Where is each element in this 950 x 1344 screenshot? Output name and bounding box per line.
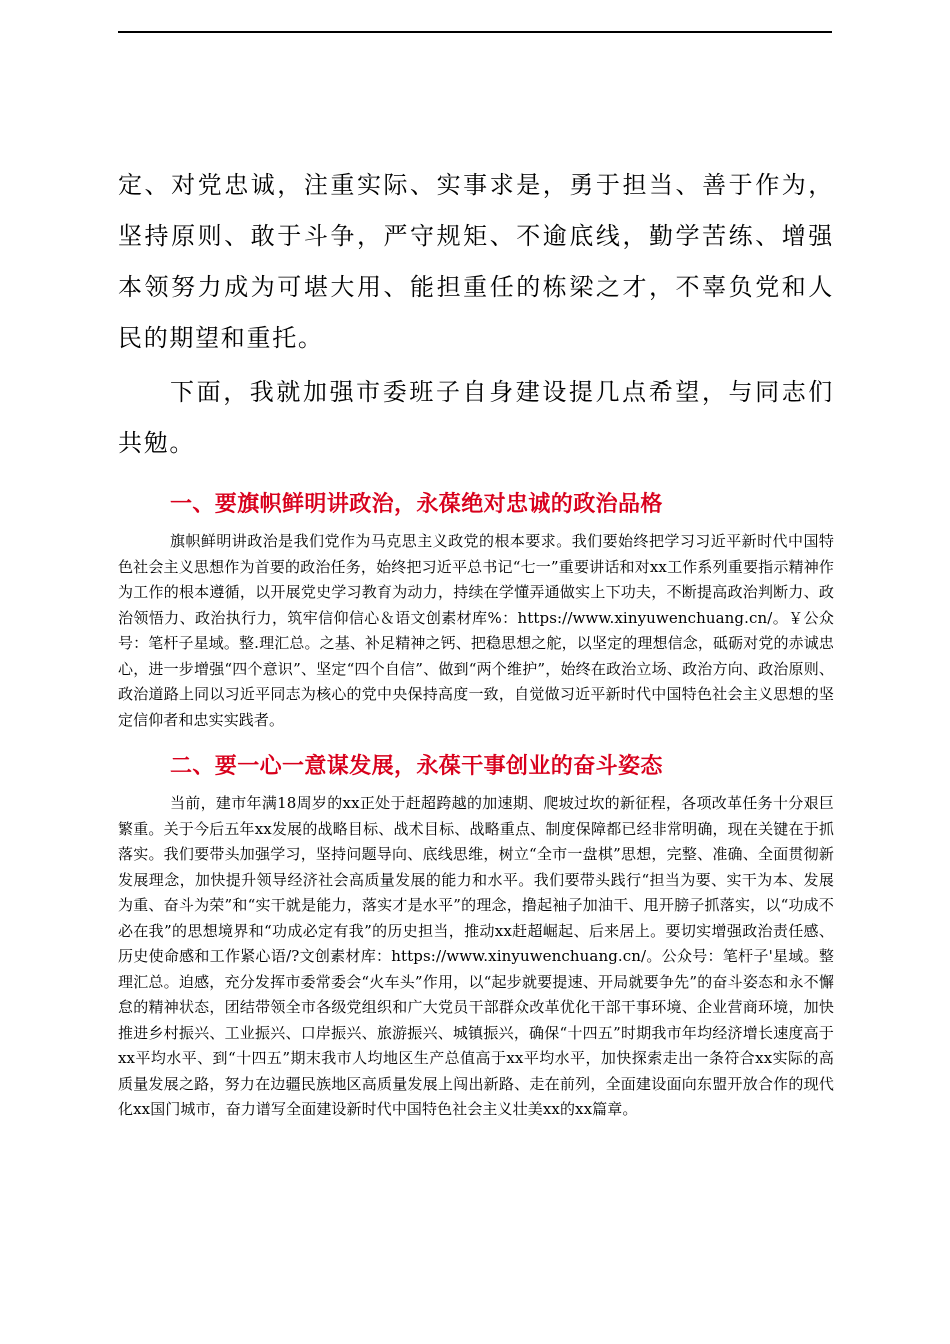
section-body-2: 当前，建市年满18周岁的xx正处于赶超跨越的加速期、爬坡过坎的新征程，各项改革任务十分艰巨繁重。关于今后五年xx发展的战略目标、战术目标、战略重点、制度保障都已经非常明确，现在关键在于抓落实。我们要带头加强学习，坚持问题导向、底线思维，树立“全市一盘棋”思想，完整、准确、全面贯彻新发展理念，加快提升领导经济社会高质量发展的能力和水平。我们要带头践行“担当为要、实干为本、发展为重、奋斗为荣”和“实干就是能力，落实才是水平”的理念，撸起袖子加油干、甩开膀子抓落实，以“功成不必在我”的思想境界和“功成必定有我”的历史担当，推动xx赶超崛起、后来居上。要切实增强政治责任感、历史使命感和工作紧心语/?文创素材库：https://www.xinyuwenchuang.cn/。公众号：笔杆子'星域。整理汇总。迫感，充分发挥市委常委会“火车头”作用，以“起步就要提速、开局就要争先”的奋斗姿态和永不懈怠的精神状态，团结带领全市各级党组织和广大党员干部群众改革优化干部干事环境、企业营商环境，加快推进乡村振兴、工业振兴、口岸振兴、旅游振兴、城镇振兴，确保“十四五”时期我市年均经济增长速度高于xx平均水平、到“十四五”期末我市人均地区生产总值高于xx平均水平，加快探索走出一条符合xx实际的高质量发展之路，努力在边疆民族地区高质量发展上闯出新路、走在前列，全面建设面向东盟开放合作的现代化xx国门城市，奋力谱写全面建设新时代中国特色社会主义壮美xx的xx篇章。 — [118, 794, 834, 1118]
header-rule — [118, 31, 832, 33]
intro-paragraph-1: 定、对党忠诚，注重实际、实事求是，勇于担当、善于作为，坚持原则、敢于斗争，严守规矩、不逾底线，勤学苦练、增强本领努力成为可堪大用、能担重任的栋梁之才，不辜负党和人民的期望和重托。 — [118, 171, 834, 352]
intro-paragraph-2: 下面，我就加强市委班子自身建设提几点希望，与同志们共勉。 — [118, 378, 834, 457]
section-heading-2: 二、要一心一意谋发展，永葆干事创业的奋斗姿态 — [170, 754, 663, 779]
section-body-1: 旗帜鲜明讲政治是我们党作为马克思主义政党的根本要求。我们要始终把学习习近平新时代中国特色社会主义思想作为首要的政治任务，始终把习近平总书记“七一”重要讲话和对xx工作系列重要指示精神作为工作的根本遵循，以开展党史学习教育为动力，持续在学懂弄通做实上下功夫，不断提高政治判断力、政治领悟力、政治执行力，筑牢信仰信心＆语文创素材库%：https://www.xinyuwenchuang.cn/。￥公众号：笔杆子星域。整.理汇总。之基、补足精神之钙、把稳思想之舵，以坚定的理想信念，砥砺对党的赤诚忠心，进一步增强“四个意识”、坚定“四个自信”、做到“两个维护”，始终在政治立场、政治方向、政治原则、政治道路上同以习近平同志为核心的党中央保持高度一致，自觉做习近平新时代中国特色社会主义思想的坚定信仰者和忠实实践者。 — [118, 532, 834, 729]
document-body — [118, 160, 834, 1123]
section-heading-1: 一、要旗帜鲜明讲政治，永葆绝对忠诚的政治品格 — [170, 492, 663, 517]
